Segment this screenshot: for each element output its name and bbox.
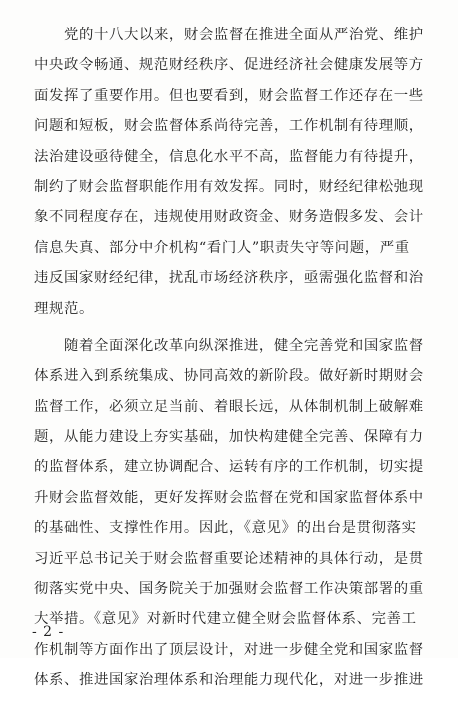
paragraph-1: [34, 20, 430, 324]
text-line: 大举措。《意见》对新时代建立健全财会监督体系、完善工: [34, 611, 417, 628]
text-line: 彻落实党中央、国务院关于加强财会监督工作决策部署的重: [34, 581, 424, 598]
text-line: 体系、推进国家治理体系和治理能力现代化，对进一步推进: [34, 672, 424, 689]
text-line: 象不同程度存在，违规使用财政资金、财务造假多发、会计: [34, 209, 424, 226]
page-number: - 2 -: [32, 624, 65, 640]
text-line: 中央政令畅通、规范财经秩序、促进经济社会健康发展等方: [34, 57, 424, 74]
text-line: 的监督体系，建立协调配合、运转有序的工作机制，切实提: [34, 459, 424, 476]
text-line: 信息失真、部分中介机构“看门人”职责失守等问题，严重: [34, 239, 410, 256]
text-line: 制约了财会监督职能作用有效发挥。同时，财经纪律松弛现: [34, 178, 424, 195]
text-line: 监督工作，必须立足当前、着眼长远，从体制机制上破解难: [34, 398, 424, 415]
text-line: 的基础性、支撑性作用。因此，《意见》的出台是贯彻落实: [34, 520, 417, 537]
text-line: 法治建设亟待健全，信息化水平不高，监督能力有待提升，: [34, 148, 424, 165]
text-line: 作机制等方面作出了顶层设计，对进一步健全党和国家监督: [34, 641, 424, 658]
text-line: 题，从能力建设上夯实基础，加快构建健全完善、保障有力: [34, 429, 424, 446]
text-line: 习近平总书记关于财会监督重要论述精神的具体行动，是贯: [34, 550, 424, 567]
text-line: 理规范。: [34, 300, 94, 317]
document-body: [34, 20, 430, 703]
text-line: 面发挥了重要作用。但也要看到，财会监督工作还存在一些: [34, 87, 424, 104]
text-line: 违反国家财经纪律，扰乱市场经济秩序，亟需强化监督和治: [34, 270, 424, 287]
text-line: 问题和短板，财会监督体系尚待完善，工作机制有待理顺，: [34, 118, 424, 135]
text-line: 党的十八大以来，财会监督在推进全面从严治党、维护: [64, 27, 424, 43]
text-line: 随着全面深化改革向纵深推进，健全完善党和国家监督: [64, 337, 424, 354]
text-line: 升财会监督效能，更好发挥财会监督在党和国家监督体系中: [34, 489, 424, 506]
text-line: 体系进入到系统集成、协同高效的新阶段。做好新时期财会: [34, 368, 424, 385]
paragraph-2: [34, 331, 430, 696]
